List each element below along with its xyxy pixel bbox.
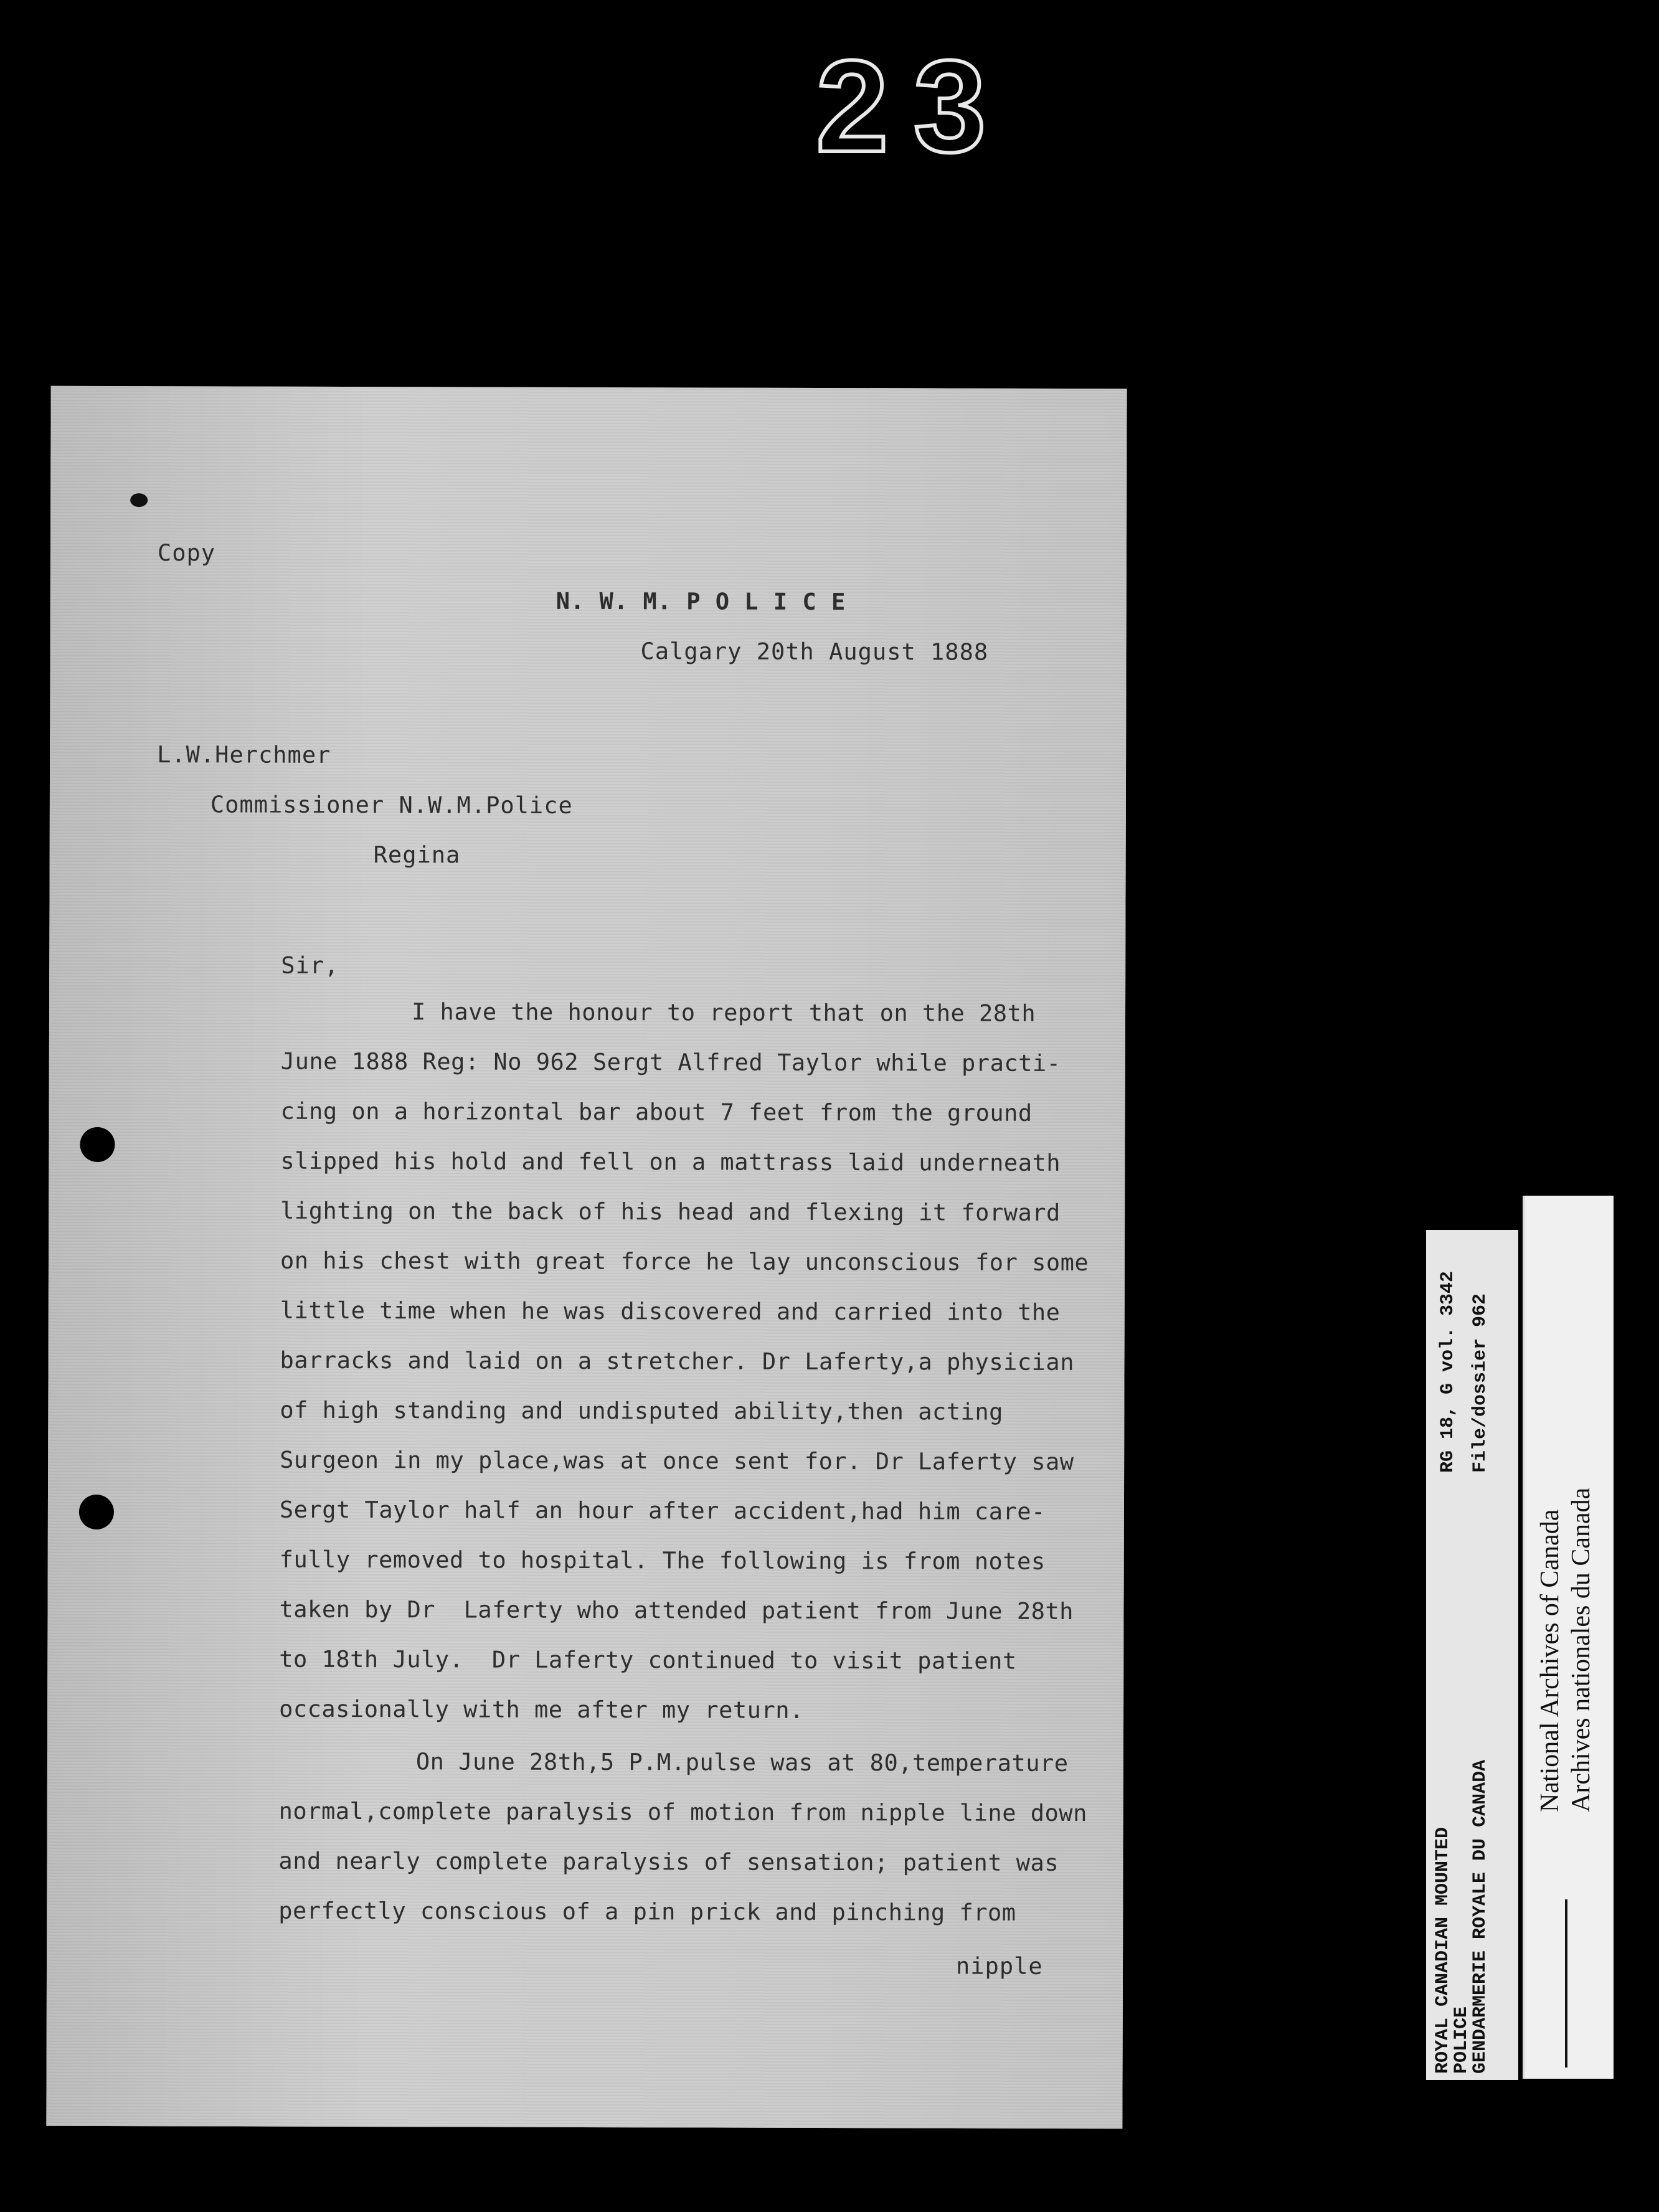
- body-line: Sergt Taylor half an hour after accident,had him care-: [279, 1496, 1046, 1525]
- body-line: slipped his hold and fell on a mattrass laid underneath: [280, 1147, 1061, 1176]
- body-line: Surgeon in my place,was at once sent for. Dr Laferty saw: [280, 1446, 1074, 1476]
- punch-hole-bottom: [79, 1495, 114, 1529]
- label-divider: [1565, 1899, 1567, 2068]
- archive-reference-label: [1426, 1230, 1518, 2080]
- body-line: of high standing and undisputed ability,then acting: [280, 1396, 1003, 1425]
- agency-line: ROYAL CANADIAN MOUNTED: [1432, 1827, 1453, 2074]
- frame-number: 23: [816, 33, 1011, 179]
- body-line: fully removed to hospital. The following is from notes: [279, 1546, 1046, 1575]
- body-line: lighting on the back of his head and flexing it forward: [280, 1197, 1061, 1226]
- punch-hole-top: [80, 1127, 115, 1162]
- letter-page: [46, 386, 1127, 2129]
- body-line: taken by Dr Laferty who attended patient from June 28th: [279, 1595, 1074, 1625]
- body-line: barracks and laid on a stretcher. Dr Laferty,a physician: [280, 1346, 1075, 1376]
- body-line: occasionally with me after my return.: [279, 1695, 804, 1724]
- national-archives-label: [1523, 1196, 1614, 2079]
- catchword: nipple: [955, 1952, 1043, 1980]
- record-group-reference: RG 18, G vol. 3342: [1437, 1270, 1458, 1473]
- body-line: perfectly conscious of a pin prick and pinching from: [278, 1897, 1016, 1926]
- body-line: June 1888 Reg: No 962 Sergt Alfred Taylor while practi-: [280, 1047, 1061, 1077]
- body-line: I have the honour to report that on the 28th: [411, 998, 1036, 1027]
- body-line: on his chest with great force he lay unconscious for some: [280, 1247, 1089, 1277]
- archives-name-en: National Archives of Canada: [1536, 1509, 1564, 1812]
- body-line: cing on a horizontal bar about 7 feet from the ground: [280, 1097, 1033, 1127]
- agency-line: GENDARMERIE ROYALE DU CANADA: [1470, 1759, 1491, 2074]
- agency-line: POLICE: [1451, 2006, 1472, 2074]
- addressee-name: L.W.Herchmer: [157, 741, 331, 768]
- addressee-title: Commissioner N.W.M.Police: [210, 791, 573, 819]
- ink-mark: [130, 493, 148, 507]
- body-line: to 18th July. Dr Laferty continued to visit patient: [279, 1645, 1017, 1675]
- archives-name-fr: Archives nationales du Canada: [1567, 1487, 1595, 1812]
- salutation: Sir,: [281, 952, 339, 979]
- body-line: little time when he was discovered and carried into the: [280, 1297, 1061, 1326]
- place-date: Calgary 20th August 1888: [640, 638, 989, 666]
- copy-label: Copy: [157, 539, 216, 567]
- body-line: and nearly complete paralysis of sensation; patient was: [278, 1847, 1059, 1876]
- addressee-place: Regina: [373, 841, 461, 869]
- letterhead: N. W. M. P O L I C E: [555, 587, 846, 616]
- body-line: normal,complete paralysis of motion from nipple line down: [278, 1797, 1087, 1827]
- file-reference: File/dossier 962: [1470, 1293, 1491, 1473]
- body-line: On June 28th,5 P.M.pulse was at 80,temperature: [415, 1748, 1069, 1777]
